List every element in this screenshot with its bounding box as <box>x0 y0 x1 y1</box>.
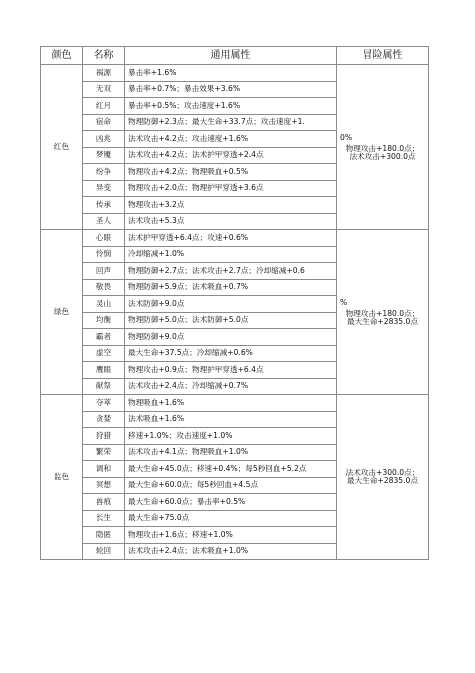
adventure-attr-line: % <box>340 297 348 307</box>
header-color: 颜色 <box>41 47 83 65</box>
adventure-attr-line: 物理攻击+180.0点； <box>345 309 420 319</box>
header-name: 名称 <box>83 47 125 65</box>
rune-name: 怜悯 <box>83 246 125 263</box>
color-group-label: 监色 <box>41 395 83 560</box>
rune-name: 长生 <box>83 510 125 527</box>
rune-name: 敬畏 <box>83 279 125 296</box>
rune-name: 心眼 <box>83 230 125 247</box>
adventure-attr-line: 0% <box>340 132 353 142</box>
rune-name: 灵山 <box>83 296 125 313</box>
rune-name: 虚空 <box>83 345 125 362</box>
adventure-attr-line: 最大生命+2835.0点 <box>347 476 418 485</box>
rune-common-attr: 物理防御+2.3点；最大生命+33.7点；攻击速度+1. <box>125 114 337 131</box>
rune-common-attr: 法术攻击+5.3点 <box>125 213 337 230</box>
table-body <box>41 65 429 560</box>
rune-name: 隐匿 <box>83 527 125 544</box>
adventure-attr-cell <box>337 230 429 395</box>
rune-name: 回声 <box>83 263 125 280</box>
adventure-attr-line: 最大生命+2835.0点 <box>347 316 418 326</box>
rune-common-attr: 物理攻击+2.0点；物理护甲穿透+3.6点 <box>125 180 337 197</box>
rune-name: 凶兆 <box>83 131 125 148</box>
rune-common-attr: 物理攻击+1.6点；移速+1.0% <box>125 527 337 544</box>
rune-common-attr: 最大生命+37.5点；冷却缩减+0.6% <box>125 345 337 362</box>
adventure-attr-line: 物理攻击+180.0点； <box>345 144 420 154</box>
rune-common-attr: 物理攻击+0.9点；物理护甲穿透+6.4点 <box>125 362 337 379</box>
rune-name: 红月 <box>83 98 125 115</box>
rune-common-attr: 最大生命+60.0点；暴击率+0.5% <box>125 494 337 511</box>
rune-common-attr: 暴击率+0.7%；暴击效果+3.6% <box>125 81 337 98</box>
rune-name: 兽痕 <box>83 494 125 511</box>
rune-common-attr: 暴击率+0.5%；攻击速度+1.6% <box>125 98 337 115</box>
rune-common-attr: 法术攻击+4.2点；法术护甲穿透+2.4点 <box>125 147 337 164</box>
rune-common-attr: 物理攻击+3.2点 <box>125 197 337 214</box>
rune-name: 狩猎 <box>83 428 125 445</box>
rune-name: 无双 <box>83 81 125 98</box>
rune-name: 轮回 <box>83 543 125 560</box>
rune-name: 梦魇 <box>83 147 125 164</box>
rune-name: 鹰眼 <box>83 362 125 379</box>
rune-common-attr: 物理攻击+4.2点；物理吸血+0.5% <box>125 164 337 181</box>
rune-common-attr: 冷却缩减+1.0% <box>125 246 337 263</box>
adventure-attr-line: 法术攻击+300.0点 <box>349 151 416 161</box>
rune-name: 调和 <box>83 461 125 478</box>
rune-name: 夺萃 <box>83 395 125 412</box>
adventure-attr-line: 法术攻击+300.0点； <box>345 468 420 478</box>
rune-name: 异变 <box>83 180 125 197</box>
rune-common-attr: 最大生命+60.0点；每5秒回血+4.5点 <box>125 477 337 494</box>
rune-common-attr: 物理防御+5.0点；法术防御+5.0点 <box>125 312 337 329</box>
adventure-attr-cell <box>337 395 429 560</box>
rune-name: 传承 <box>83 197 125 214</box>
rune-common-attr: 法术攻击+2.4点；法术吸血+1.0% <box>125 543 337 560</box>
header-row <box>41 47 429 65</box>
rune-name: 贪婪 <box>83 411 125 428</box>
rune-common-attr: 物理防御+5.9点；法术吸血+0.7% <box>125 279 337 296</box>
rune-common-attr: 物理防御+2.7点；法术攻击+2.7点；冷却缩减+0.6 <box>125 263 337 280</box>
rune-name: 冥想 <box>83 477 125 494</box>
table-row <box>41 230 429 247</box>
adventure-attr-cell <box>337 65 429 230</box>
rune-attribute-table <box>40 46 429 560</box>
rune-common-attr: 法术吸血+1.6% <box>125 411 337 428</box>
rune-name: 均衡 <box>83 312 125 329</box>
rune-common-attr: 法术防御+9.0点 <box>125 296 337 313</box>
rune-common-attr: 法术攻击+4.2点；攻击速度+1.6% <box>125 131 337 148</box>
table-row <box>41 65 429 82</box>
rune-name: 纷争 <box>83 164 125 181</box>
rune-common-attr: 法术攻击+4.1点；物理吸血+1.0% <box>125 444 337 461</box>
header-adventure-attr: 冒险属性 <box>337 47 429 65</box>
rune-common-attr: 法术攻击+2.4点；冷却缩减+0.7% <box>125 378 337 395</box>
rune-common-attr: 最大生命+75.0点 <box>125 510 337 527</box>
rune-name: 献祭 <box>83 378 125 395</box>
rune-common-attr: 最大生命+45.0点；移速+0.4%；每5秒回血+5.2点 <box>125 461 337 478</box>
rune-name: 祸源 <box>83 65 125 82</box>
rune-common-attr: 法术护甲穿透+6.4点；攻速+0.6% <box>125 230 337 247</box>
rune-common-attr: 物理防御+9.0点 <box>125 329 337 346</box>
rune-name: 圣人 <box>83 213 125 230</box>
header-common-attr: 通用属性 <box>125 47 337 65</box>
rune-name: 霸者 <box>83 329 125 346</box>
rune-common-attr: 物理吸血+1.6% <box>125 395 337 412</box>
rune-name: 宿命 <box>83 114 125 131</box>
color-group-label: 绿色 <box>41 230 83 395</box>
table-row <box>41 395 429 412</box>
rune-name: 繁荣 <box>83 444 125 461</box>
rune-common-attr: 移速+1.0%；攻击速度+1.0% <box>125 428 337 445</box>
color-group-label: 红色 <box>41 65 83 230</box>
rune-common-attr: 暴击率+1.6% <box>125 65 337 82</box>
